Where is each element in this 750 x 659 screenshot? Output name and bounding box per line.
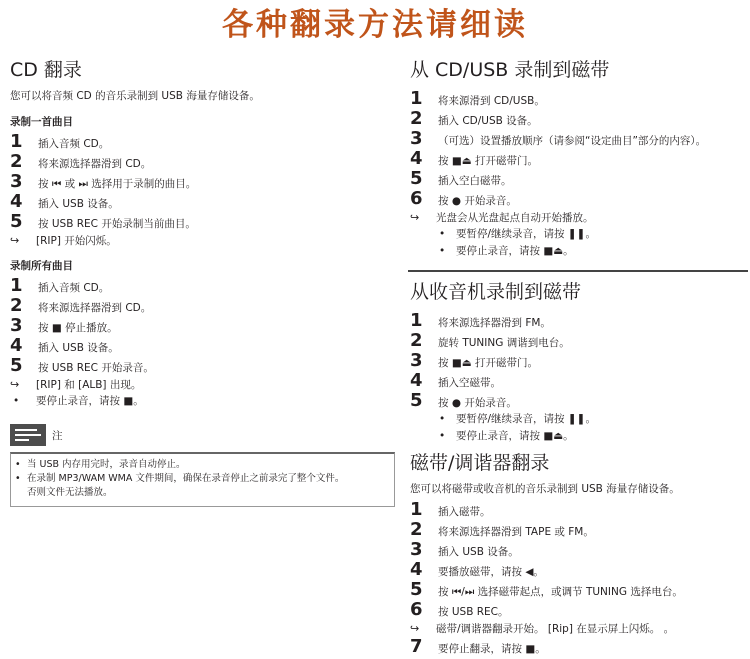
tape-tuner-rip-title: 磁带/调谐器翻录 <box>410 452 550 474</box>
result-line: ↪ 光盘会从光盘起点自动开始播放。 <box>410 211 594 224</box>
step: 3 按 ■ 停止播放。 <box>10 315 118 336</box>
result-line: ↪ [RIP] 开始闪烁。 <box>10 234 117 247</box>
radio-to-tape-title: 从收音机录制到磁带 <box>410 281 582 303</box>
step: 1 插入音频 CD。 <box>10 275 110 296</box>
step: 3 插入 USB 设备。 <box>410 539 519 560</box>
step: 1 将来源滑到 CD/USB。 <box>410 88 545 109</box>
note-label: 注 <box>52 429 63 442</box>
step: 4 插入空磁带。 <box>410 370 501 391</box>
page-banner: 各种翻录方法请细读 <box>222 7 528 43</box>
step: 2 插入 CD/USB 设备。 <box>410 108 538 129</box>
step: 5 按 USB REC 开始录制当前曲目。 <box>10 211 196 232</box>
step: 4 要播放磁带，请按 ◀。 <box>410 559 544 580</box>
step: 3 （可选）设置播放顺序（请参阅“设定曲目”部分的内容）。 <box>410 128 707 149</box>
step: 5 按 ⏮/⏭ 选择磁带起点，或调节 TUNING 选择电台。 <box>410 579 683 600</box>
arrow-icon: ↪ <box>410 622 420 635</box>
step: 5 插入空白磁带。 <box>410 168 512 189</box>
cd-rip-intro: 您可以将音频 CD 的音乐录制到 USB 海量存储设备。 <box>10 90 260 102</box>
arrow-icon: ↪ <box>10 234 20 247</box>
step: 5 按 USB REC 开始录音。 <box>10 355 154 376</box>
step: 2 将来源选择器滑到 CD。 <box>10 151 152 172</box>
bullet-line: • 要停止录音，请按 ■⏏。 <box>439 430 574 442</box>
step: 1 插入音频 CD。 <box>10 131 110 152</box>
step: 1 插入磁带。 <box>410 499 491 520</box>
note-item: 当 USB 内存用完时，录音自动停止。 <box>27 459 186 470</box>
note-item: 在录制 MP3/WAM WMA 文件期间，确保在录音停止之前录完了整个文件。 <box>27 473 345 484</box>
step: 4 插入 USB 设备。 <box>10 191 119 212</box>
note-icon <box>10 424 46 446</box>
step: 2 将来源选择器滑到 TAPE 或 FM。 <box>410 519 594 540</box>
bullet-line: • 要停止录音，请按 ■⏏。 <box>439 245 574 257</box>
bullet-line: • 要暂停/继续录音，请按 ❚❚。 <box>439 228 596 240</box>
record-one-track-heading: 录制一首曲目 <box>10 116 73 128</box>
step: 6 按 ● 开始录音。 <box>410 188 517 209</box>
arrow-icon: ↪ <box>410 211 420 224</box>
step: 3 按 ⏮ 或 ⏭ 选择用于录制的曲目。 <box>10 171 197 192</box>
step: 6 按 USB REC。 <box>410 599 509 620</box>
step: 1 将来源选择器滑到 FM。 <box>410 310 551 331</box>
step: 4 按 ■⏏ 打开磁带门。 <box>410 148 539 169</box>
arrow-icon: ↪ <box>10 378 20 391</box>
result-line: ↪ 磁带/调谐器翻录开始。 [Rip] 在显示屏上闪烁。 。 <box>410 622 675 635</box>
record-all-tracks-heading: 录制所有曲目 <box>10 260 73 272</box>
cd-rip-title: CD 翻录 <box>10 59 82 81</box>
note-item-cont: 否则文件无法播放。 <box>27 487 113 498</box>
step: 5 按 ● 开始录音。 <box>410 390 517 411</box>
tape-section <box>410 58 748 657</box>
step: 2 旋转 TUNING 调谐到电台。 <box>410 330 570 351</box>
note-header <box>10 424 395 446</box>
result-line: ↪ [RIP] 和 [ALB] 出现。 <box>10 378 142 391</box>
section-divider <box>408 270 748 272</box>
step: 2 将来源选择器滑到 CD。 <box>10 295 152 316</box>
cd-usb-to-tape-title: 从 CD/USB 录制到磁带 <box>410 59 610 81</box>
bullet-line: • 要停止录音，请按 ■。 <box>13 395 144 407</box>
step: 4 插入 USB 设备。 <box>10 335 119 356</box>
step: 3 按 ■⏏ 打开磁带门。 <box>410 350 539 371</box>
tape-tuner-intro: 您可以将磁带或收音机的音乐录制到 USB 海量存储设备。 <box>410 483 680 495</box>
note-box: • 当 USB 内存用完时，录音自动停止。 • 在录制 MP3/WAM WMA 文件期间，确保在录音停止之前录完了整个文件。 否则文件无法播放。 <box>10 452 395 507</box>
step: 7 要停止翻录，请按 ■。 <box>410 636 546 657</box>
bullet-line: • 要暂停/继续录音，请按 ❚❚。 <box>439 413 596 425</box>
cd-rip-section <box>10 58 395 507</box>
